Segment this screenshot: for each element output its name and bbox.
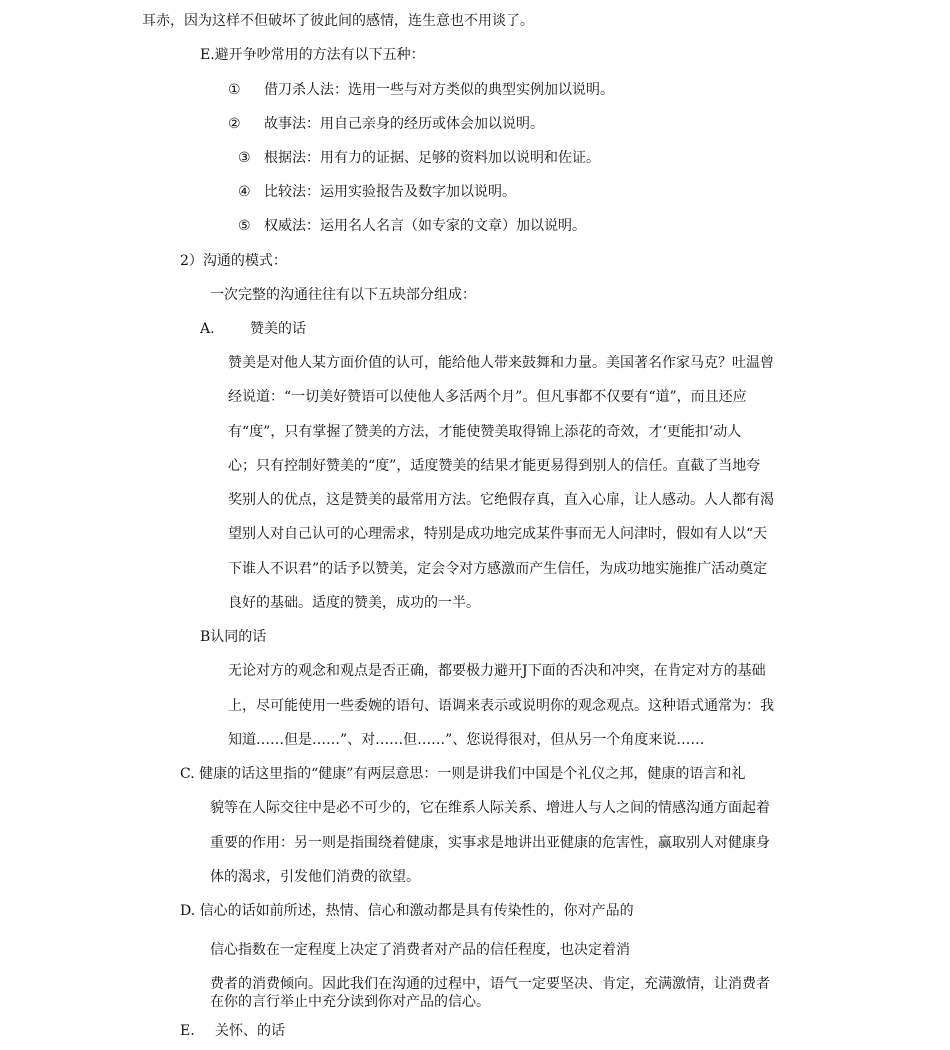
section-heading: 2）沟通的模式： [180,253,287,269]
paragraph-line: 无论对方的观念和观点是否正确，都要极力避开J下面的否决和冲突，在肯定对方的基础 [228,663,766,679]
list-number: ④ [238,184,251,200]
subsection-letter: A. [200,321,215,337]
list-item-text: 权威法：运用名人名言（如专家的文章）加以说明。 [264,218,586,234]
list-item-text: 根据法：用有力的证据、足够的资料加以说明和佐证。 [264,150,600,166]
paragraph-line: 一次完整的沟通往往有以下五块部分组成： [210,287,476,303]
paragraph-line: 奖别人的优点，这是赞美的最常用方法。它绝假存真，直入心扉，让人感动。人人都有渴 [228,492,774,508]
paragraph-line: 费者的消费倾向。因此我们在沟通的过程中，语气一定要坚决、肯定，充满激情，让消费者 [210,976,770,992]
paragraph-line: C. 健康的话这里指的“健康”有两层意思：一则是讲我们中国是个礼仪之邦，健康的语言和礼 [180,766,746,782]
paragraph-line: 信心指数在一定程度上决定了消费者对产品的信任程度，也决定着消 [210,942,630,958]
subsection-title: B认同的话 [200,629,267,645]
list-item-text: 比较法：运用实验报告及数字加以说明。 [264,184,516,200]
paragraph-line: 有“度”，只有掌握了赞美的方法，才能使赞美取得锦上添花的奇效，才‘更能扣‘动人 [228,424,742,440]
paragraph-line: 耳赤，因为这样不但破坏了彼此间的感情，连生意也不用谈了。 [142,13,534,29]
paragraph-line: 望别人对自己认可的心理需求，特别是成功地完成某件事而无人问津时，假如有人以“天 [228,526,768,542]
paragraph-line: 下谁人不识君”的话予以赞美，定会令对方感激而产生信任，为成功地实施推广活动奠定 [228,561,768,577]
paragraph-line: 体的渴求，引发他们消费的欲望。 [210,869,420,885]
paragraph-line: D. 信心的话如前所述，热情、信心和激动都是具有传染性的，你对产品的 [180,903,634,919]
list-item [238,217,251,235]
subsection-letter: E. [180,1023,195,1039]
paragraph-line: 知道……但是……”、对……但……”、您说得很对，但从另一个角度来说…… [228,732,705,748]
list-item [228,115,241,133]
list-item [238,183,251,201]
list-number: ③ [238,150,251,166]
paragraph-line: 貌等在人际交往中是必不可少的，它在维系人际关系、增进人与人之间的情感沟通方面起着 [210,800,770,816]
list-item [238,149,251,167]
paragraph-line: 经说道：“一切美好赞语可以使他人多活两个月”。但凡事都不仅要有“道”，而且还应 [228,389,747,405]
paragraph-line: 良好的基础。适度的赞美，成功的一半。 [228,595,480,611]
list-number: ① [228,82,241,98]
list-item-text: 借刀杀人法：选用一些与对方类似的典型实例加以说明。 [264,82,614,98]
subsection-title: 赞美的话 [250,321,306,337]
list-number: ⑤ [238,218,251,234]
list-item [228,81,241,99]
section-heading: E.避开争吵常用的方法有以下五种： [200,47,425,63]
paragraph-line: 重要的作用：另一则是指围绕着健康，实事求是地讲出亚健康的危害性，赢取别人对健康身 [210,835,770,851]
subsection-title: 关怀、的话 [215,1023,285,1039]
paragraph-line: 心；只有控制好赞美的“度”，适度赞美的结果才能更易得到别人的信任。直截了当地夸 [228,458,761,474]
paragraph-line: 上，尽可能使用一些委婉的语句、语调来表示或说明你的观念观点。这种语式通常为：我 [228,698,774,714]
paragraph-line: 在你的言行举止中充分读到你对产品的信心。 [210,994,490,1010]
list-item-text: 故事法：用自己亲身的经历或体会加以说明。 [264,116,544,132]
list-number: ② [228,116,241,132]
paragraph-line: 赞美是对他人某方面价值的认可，能给他人带来鼓舞和力量。美国著名作家马克？吐温曾 [228,355,774,371]
